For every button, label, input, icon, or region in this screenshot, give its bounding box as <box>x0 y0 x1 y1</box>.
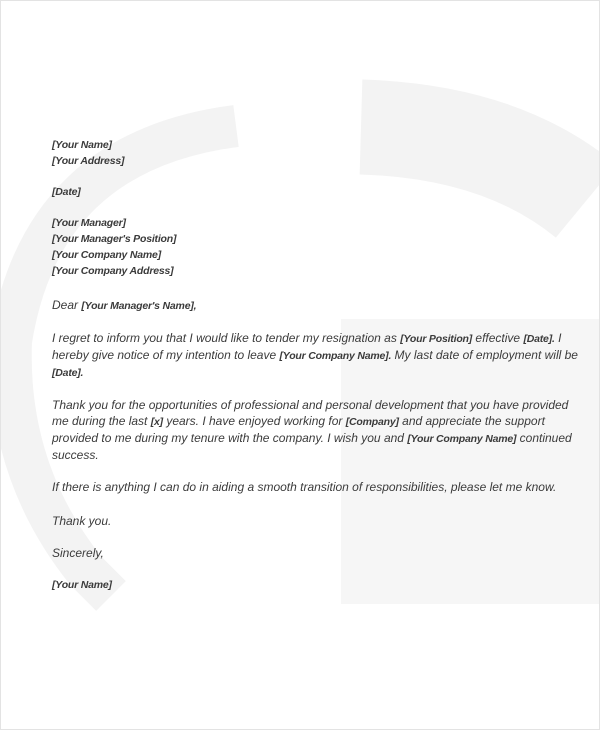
para2-text: Thank you for the opportunities of professional and personal development that you have provided <box>52 398 569 412</box>
para1-text: I regret to inform you that I would like to tender my resignation as <box>52 331 397 345</box>
letter-date: [Date] <box>52 186 81 198</box>
para2-text: and appreciate the support <box>402 414 545 428</box>
para2-text: success. <box>52 448 99 462</box>
para2-text: me during the last <box>52 414 148 428</box>
para1-text: hereby give notice of my intention to leave <box>52 348 277 362</box>
company-placeholder: [Company] <box>345 416 399 428</box>
date-placeholder: [Date]. <box>52 367 84 379</box>
salutation <box>52 297 572 314</box>
paragraph-transition: If there is anything I can do in aiding a smooth transition of responsibilities, please let me know. <box>52 480 557 494</box>
closing-line: Sincerely, <box>52 546 104 560</box>
years-placeholder: [x] <box>150 416 163 428</box>
recipient-company-address: [Your Company Address] <box>52 265 174 277</box>
salutation-prefix: Dear <box>52 298 79 312</box>
sender-name: [Your Name] <box>52 139 112 151</box>
para2-text: provided to me during my tenure with the company. I wish you and <box>52 431 404 445</box>
para2-text: continued <box>519 431 572 445</box>
recipient-position: [Your Manager's Position] <box>52 233 177 245</box>
date-placeholder: [Date]. <box>523 333 555 345</box>
letter-body <box>52 137 578 593</box>
para1-text: I <box>558 331 562 345</box>
para1-text: effective <box>475 331 521 345</box>
salutation-name: [Your Manager's Name], <box>81 300 197 312</box>
signature-name: [Your Name] <box>52 579 112 591</box>
company-placeholder: [Your Company Name]. <box>279 350 392 362</box>
recipient-block <box>52 215 572 279</box>
recipient-company: [Your Company Name] <box>52 249 161 261</box>
para2-text: years. I have enjoyed working for <box>166 414 343 428</box>
thank-you-line: Thank you. <box>52 514 112 528</box>
company-placeholder: [Your Company Name] <box>407 433 517 445</box>
paragraph-thanks <box>52 397 572 463</box>
para1-text: My last date of employment will be <box>394 348 578 362</box>
paragraph-resignation <box>52 330 578 381</box>
sender-address: [Your Address] <box>52 155 125 167</box>
sender-block <box>52 137 572 169</box>
recipient-manager: [Your Manager] <box>52 217 126 229</box>
position-placeholder: [Your Position] <box>400 333 473 345</box>
